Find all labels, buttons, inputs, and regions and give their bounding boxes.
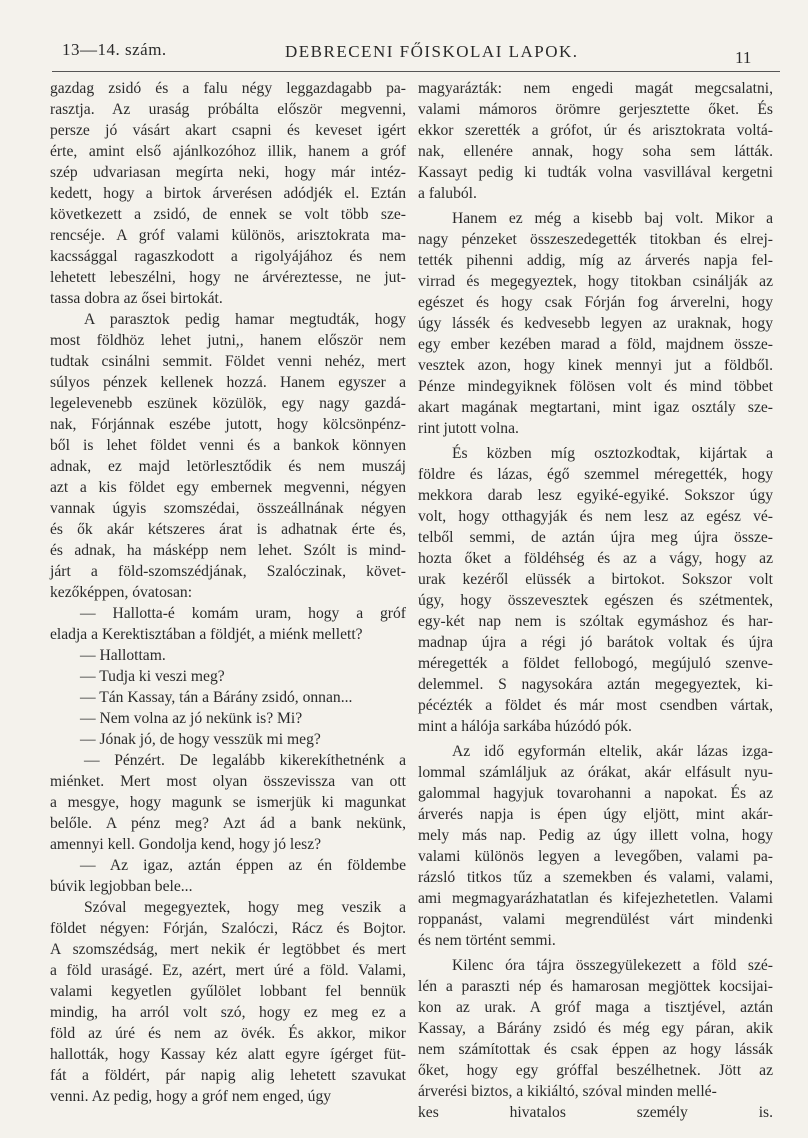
text-line: mely más nap. Pedig az úgy illett volna, hogy bbox=[418, 827, 773, 844]
text-line: madnap újra a régi jó barátok voltak és újra bbox=[418, 634, 773, 651]
text-line: egy-két nap nem is szóltak egymáshoz és har- bbox=[418, 613, 773, 630]
text-line: urak kezéről elüssék a birtokot. Sokszor volt bbox=[418, 571, 773, 588]
text-line: miénket. Mert most olyan összevissza van ott bbox=[50, 773, 406, 790]
text-line: kedett, hogy a birtok árverésen adódjék el. Eztán bbox=[50, 185, 406, 202]
text-line: méregették a földet fellobogó, megújuló szenve- bbox=[418, 655, 773, 672]
text-line: és nem történt semmi. bbox=[418, 932, 556, 949]
text-line: Hanem ez még a kisebb baj volt. Mikor a bbox=[452, 210, 773, 227]
text-line: A parasztok pedig hamar megtudták, hogy bbox=[84, 311, 406, 328]
text-line: vannak úgyis szomszédai, összeállnának négyen bbox=[50, 500, 406, 517]
text-line: a faluból. bbox=[418, 185, 477, 202]
text-line: Kassay, a Bárány zsidó és még egy páran, akik bbox=[418, 1020, 773, 1037]
text-line: ekkor szerették a grófot, úr és arisztokrata voltá- bbox=[418, 122, 773, 139]
text-line: — Tudja ki veszi meg? bbox=[80, 668, 225, 685]
text-line: kezőképpen, óvatosan: bbox=[50, 584, 193, 601]
text-line: föld az úré és nem az övék. És akkor, mikor bbox=[50, 1025, 406, 1042]
text-line: — Jónak jó, de hogy vesszük mi meg? bbox=[80, 731, 321, 748]
text-line: fát a földért, pár napig alig lehetett szavukat bbox=[50, 1067, 406, 1084]
text-line: virrad és megegyeztek, hogy titokban csinálják az bbox=[418, 273, 773, 290]
text-line: nak, Fórjánnak eszébe jutott, hogy kölcsönpénz- bbox=[50, 416, 406, 433]
right-column bbox=[418, 78, 773, 1123]
text-line: venni. Az pedig, hogy a gróf nem enged, úgy bbox=[50, 1088, 332, 1105]
text-line: galommal hagyjuk tovarohanni a napokat. És az bbox=[418, 785, 773, 802]
text-line: gazdag zsidó és a falu négy leggazdagabb pa- bbox=[50, 80, 406, 97]
header-rule bbox=[52, 71, 780, 72]
text-line: A szomszédság, mert nekik ér legtöbbet és mert bbox=[50, 941, 406, 958]
text-line: érte, amint első ajánlkozóhoz illik, hanem a gróf bbox=[50, 143, 406, 160]
text-line: árverés napja is épen úgy eljött, mint akár- bbox=[418, 806, 773, 823]
text-line: azt a kis földet egy embernek megvenni, négyen bbox=[50, 479, 406, 496]
text-line: hallották, hogy Kassay kéz alatt egyre ígérget füt- bbox=[50, 1046, 406, 1063]
text-line: és ők akár kétszeres árat is adhatnak érte és, bbox=[50, 521, 406, 538]
text-line: rencséje. A gróf valami különös, arisztokrata ma- bbox=[50, 227, 406, 244]
text-line: persze jó vásárt akart csapni és keveset igért bbox=[50, 122, 406, 139]
text-line: valami mámoros örömre gerjesztette őket. És bbox=[418, 101, 773, 118]
text-line: mekkora darab lesz egyiké-egyiké. Sokszor úgy bbox=[418, 487, 773, 504]
text-line: Szóval megegyeztek, hogy meg veszik a bbox=[84, 899, 406, 916]
text-line: búvik legjobban bele... bbox=[50, 878, 193, 895]
text-line: eladja a Kerektisztában a földjét, a miénk mellett? bbox=[50, 626, 363, 643]
text-line: lén a paraszti nép és hamarosan megjöttek kocsijai- bbox=[418, 978, 773, 995]
text-line: roppanást, valami megrendülést várt mindenki bbox=[418, 911, 773, 928]
text-line: telből semmi, de aztán újra meg újra össze- bbox=[418, 529, 773, 546]
text-line: most földhöz lehet jutni,, hanem először nem bbox=[50, 332, 406, 349]
text-line: — Tán Kassay, tán a Bárány zsidó, onnan... bbox=[80, 689, 353, 706]
text-line: őket, hogy egy gróffal beszélhetnek. Jött az bbox=[418, 1062, 773, 1079]
text-line: ami megmagyarázhatatlan és kifejezhetetlen. Valami bbox=[418, 890, 773, 907]
text-line: szép udvariasan megírta neki, hogy már intéz- bbox=[50, 164, 406, 181]
text-line: — Hallottam. bbox=[80, 647, 166, 664]
text-line: akart magának megtartani, mint igaz osztály sze- bbox=[418, 399, 773, 416]
text-line: kon az urak. A gróf maga a tisztjével, aztán bbox=[418, 999, 773, 1016]
text-line: vesztek azon, hogy kinek mennyi jut a földből. bbox=[418, 357, 773, 374]
text-line: úgy, hogy összevesztek egészen és szétmentek, bbox=[418, 592, 773, 609]
text-line: És közben míg osztozkodtak, kijártak a bbox=[452, 445, 773, 462]
text-line: Pénze mindegyiknek fölösen volt és mind többet bbox=[418, 378, 773, 395]
text-line: lehetett lebeszélni, hogy ne árvéreztesse, ne jut- bbox=[50, 269, 406, 286]
text-line: belőle. A pénz meg? Azt ád a bank nekünk, bbox=[50, 815, 406, 832]
text-line: delemmel. S nagysokára aztán megegyeztek, ki- bbox=[418, 676, 773, 693]
text-line: — Hallotta-é komám uram, hogy a gróf bbox=[80, 605, 406, 622]
text-line: súlyos pénzek kellenek hozzá. Hanem egyszer a bbox=[50, 374, 406, 391]
text-line: tassa dobra az ősei birtokát. bbox=[50, 290, 223, 307]
issue-number: 13—14. szám. bbox=[62, 40, 167, 59]
text-line: — Nem volna az jó nekünk is? Mi? bbox=[80, 710, 303, 727]
text-line: földre és lázas, égő szemmel méregették, hogy bbox=[418, 466, 773, 483]
text-line: — Az igaz, aztán éppen az én földembe bbox=[80, 857, 406, 874]
text-line: — Pénzért. De legalább kikerekíthetnénk a bbox=[84, 752, 406, 769]
text-line: ből is lehet földet venni és a bankok könnyen bbox=[50, 437, 406, 454]
text-line: járt a föld-szomszédjának, Szalóczinak, követ- bbox=[50, 563, 406, 580]
left-column bbox=[50, 78, 406, 1107]
text-line: pécézték a földet és már most csendben vártak, bbox=[418, 697, 773, 714]
text-line: nak, ellenére annak, hogy soha sem látták. bbox=[418, 143, 773, 160]
text-line: mindig, ha arról volt szó, hogy ez meg ez a bbox=[50, 1004, 406, 1021]
text-line: hozta őket a földéhség és az a vágy, hogy az bbox=[418, 550, 773, 567]
text-line: mint a hálója sarkába húzódó pók. bbox=[418, 718, 632, 735]
text-line: volt, hogy otthagyják és nem lesz az egész vé- bbox=[418, 508, 773, 525]
text-line: rasztja. Az uraság próbálta először megvenni, bbox=[50, 101, 406, 118]
text-line: Kassayt pedig ki tudták volna vasvillával kergetni bbox=[418, 164, 773, 181]
text-line: legelevenebb eszünek közülök, egy nagy gazdá- bbox=[50, 395, 406, 412]
text-line: kacssággal ragaszkodott a rigolyájához és nem bbox=[50, 248, 406, 265]
page-header bbox=[0, 0, 808, 76]
text-line: lommal számláljuk az órákat, akár elfásult nyu- bbox=[418, 764, 773, 781]
text-line: árverési biztos, a kikiáltó, szóval minden mellé- bbox=[418, 1083, 717, 1100]
text-line: földet négyen: Fórján, Szalóczi, Rácz és Bojtor. bbox=[50, 920, 406, 937]
text-line: valami különös legyen a levegőben, valami pa- bbox=[418, 848, 773, 865]
text-line: és adnak, ha másképp nem lehet. Szólt is mind- bbox=[50, 542, 406, 559]
text-line: egy ember kezében marad a föld, majdnem össze- bbox=[418, 336, 773, 353]
text-line: következett a zsidó, de ennek se volt több sze- bbox=[50, 206, 406, 223]
text-line: kes hivatalos személy is. bbox=[418, 1104, 773, 1121]
text-line: nem számítottak és csak éppen az hogy lássák bbox=[418, 1041, 773, 1058]
text-line: nagy pénzeket összeszedegették titokban és elrej- bbox=[418, 231, 773, 248]
text-line: valami kegyetlen gyűlölet lobbant fel bennük bbox=[50, 983, 406, 1000]
journal-title: DEBRECENI FŐISKOLAI LAPOK. bbox=[285, 42, 579, 61]
text-line: amennyi kell. Gondolja kend, hogy jó lesz? bbox=[50, 836, 322, 853]
text-line: a mesgye, hogy magunk se ismerjük ki magunkat bbox=[50, 794, 406, 811]
text-line: magyarázták: nem engedi magát megcsalatni, bbox=[418, 80, 773, 97]
text-line: adnak, ez majd letörlesztődik és nem muszáj bbox=[50, 458, 406, 475]
text-line: úgy lássék és kedvesebb legyen az uraknak, hogy bbox=[418, 315, 773, 332]
text-line: rint jutott volna. bbox=[418, 420, 519, 437]
text-line: tették pihenni addig, míg az árverés napja fel- bbox=[418, 252, 773, 269]
text-line: tudtak csinálni semmit. Földet venni nehéz, mert bbox=[50, 353, 406, 370]
text-line: Kilenc óra tájra összegyülekezett a föld szé- bbox=[452, 957, 773, 974]
text-line: egészet és hogy csak Fórján fog árverelni, hogy bbox=[418, 294, 773, 311]
page-number: 11 bbox=[735, 48, 752, 67]
text-line: a föld uraságé. Ez, azért, mert úré a föld. Valami, bbox=[50, 962, 406, 979]
text-line: rázsló titkos tűz a szemekben és valami, valami, bbox=[418, 869, 773, 886]
text-line: Az idő egyformán eltelik, akár lázas izga- bbox=[452, 743, 773, 760]
